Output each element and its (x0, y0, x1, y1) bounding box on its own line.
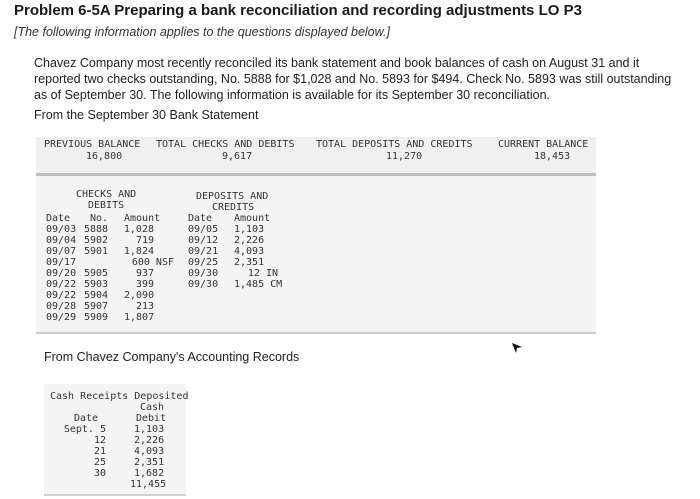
current-balance-value: 18,453 (534, 151, 571, 162)
receipt-date: 30 (93, 468, 106, 479)
cash-receipts-table (44, 384, 189, 496)
cash-col-date: Date (74, 413, 99, 424)
deposit-date: 09/25 (188, 257, 219, 268)
deposit-amount: 12 IN (247, 268, 278, 279)
deposits-title-line2: CREDITS (212, 202, 255, 213)
previous-balance-label: PREVIOUS BALANCE (44, 139, 141, 150)
previous-balance-value: 16,800 (86, 151, 123, 162)
check-amount: 1,028 (123, 224, 154, 235)
mouse-cursor-icon (512, 343, 522, 353)
checks-title-line1: CHECKS AND (76, 189, 137, 200)
receipts-total: 11,455 (130, 479, 167, 490)
check-date: 09/03 (46, 224, 77, 235)
check-no: 5907 (84, 301, 109, 312)
deposit-amount: 2,351 (234, 257, 265, 268)
checks-title-line2: DEBITS (88, 200, 125, 211)
deposit-date: 09/05 (188, 224, 219, 235)
current-balance-label: CURRENT BALANCE (498, 139, 589, 150)
check-no: 5905 (84, 268, 109, 279)
check-amount: 2,090 (124, 290, 155, 301)
receipt-date: 21 (93, 446, 106, 457)
total-checks-label: TOTAL CHECKS AND DEBITS (156, 139, 295, 150)
checks-col-date: Date (46, 213, 71, 224)
check-no: 5901 (84, 246, 109, 257)
problem-title: Problem 6-5A Preparing a bank reconciliation and recording adjustments LO P3 (14, 2, 582, 19)
deposit-amount: 4,093 (234, 246, 265, 257)
records-heading: From Chavez Company's Accounting Records (44, 350, 300, 364)
receipt-amount: 4,093 (134, 446, 165, 457)
deposit-amount: 2,226 (234, 235, 265, 246)
deposits-col-amount: Amount (234, 213, 271, 224)
check-amount: 719 (135, 235, 154, 246)
deposit-date: 09/30 (188, 279, 219, 290)
check-date: 09/22 (46, 290, 77, 301)
receipt-amount: 2,351 (134, 457, 165, 468)
check-date: 09/07 (46, 246, 77, 257)
check-amount: 1,824 (123, 246, 154, 257)
check-date: 09/29 (46, 312, 77, 323)
check-amount: 1,807 (124, 312, 155, 323)
receipt-amount: 2,226 (134, 435, 165, 446)
check-date: 09/17 (46, 257, 77, 268)
check-date: 09/04 (46, 235, 77, 246)
check-amount: 213 (135, 301, 154, 312)
total-deposits-value: 11,270 (386, 151, 423, 162)
check-date: 09/20 (46, 268, 77, 279)
cash-col-cash: Cash (140, 402, 165, 413)
bank-statement-heading: From the September 30 Bank Statement (34, 108, 259, 122)
total-deposits-label: TOTAL DEPOSITS AND CREDITS (316, 139, 473, 150)
deposit-date: 09/21 (188, 246, 219, 257)
receipt-date: 25 (93, 457, 106, 468)
checks-col-no: No. (90, 213, 109, 224)
check-no: 5903 (84, 279, 109, 290)
check-no: 5902 (84, 235, 109, 246)
receipt-date: Sept. 5 (63, 424, 106, 435)
check-amount: 600 NSF (131, 257, 174, 268)
bank-statement-summary (36, 137, 596, 176)
deposit-amount: 1,103 (234, 224, 265, 235)
check-no: 5904 (84, 290, 109, 301)
receipt-date: 12 (93, 435, 106, 446)
check-date: 09/28 (46, 301, 77, 312)
check-amount: 399 (135, 279, 154, 290)
deposit-date: 09/30 (188, 268, 219, 279)
intro-note: [The following information applies to the questions displayed below.] (14, 25, 390, 39)
receipt-amount: 1,682 (134, 468, 165, 479)
deposits-col-date: Date (188, 213, 213, 224)
check-date: 09/22 (46, 279, 77, 290)
check-no: 5909 (84, 312, 109, 323)
cash-receipts-title: Cash Receipts Deposited (50, 391, 189, 402)
deposits-title-line1: DEPOSITS AND (196, 191, 269, 202)
total-checks-value: 9,617 (222, 151, 253, 162)
checks-col-amount: Amount (124, 213, 161, 224)
bank-statement-detail (36, 176, 596, 334)
problem-description: Chavez Company most recently reconciled its bank statement and book balances of cash on August 31 and it reported two checks outstanding, No. 5888 for $1,028 and No. 5893 for $494. Check No. 5893 was still outstanding as of September 30. The following information is available for its September 30 reconciliation. (34, 56, 672, 102)
check-amount: 937 (135, 268, 154, 279)
check-no: 5888 (84, 224, 109, 235)
receipt-amount: 1,103 (134, 424, 165, 435)
cash-col-debit: Debit (136, 413, 167, 424)
deposit-date: 09/12 (188, 235, 219, 246)
deposit-amount: 1,485 CM (234, 279, 283, 290)
